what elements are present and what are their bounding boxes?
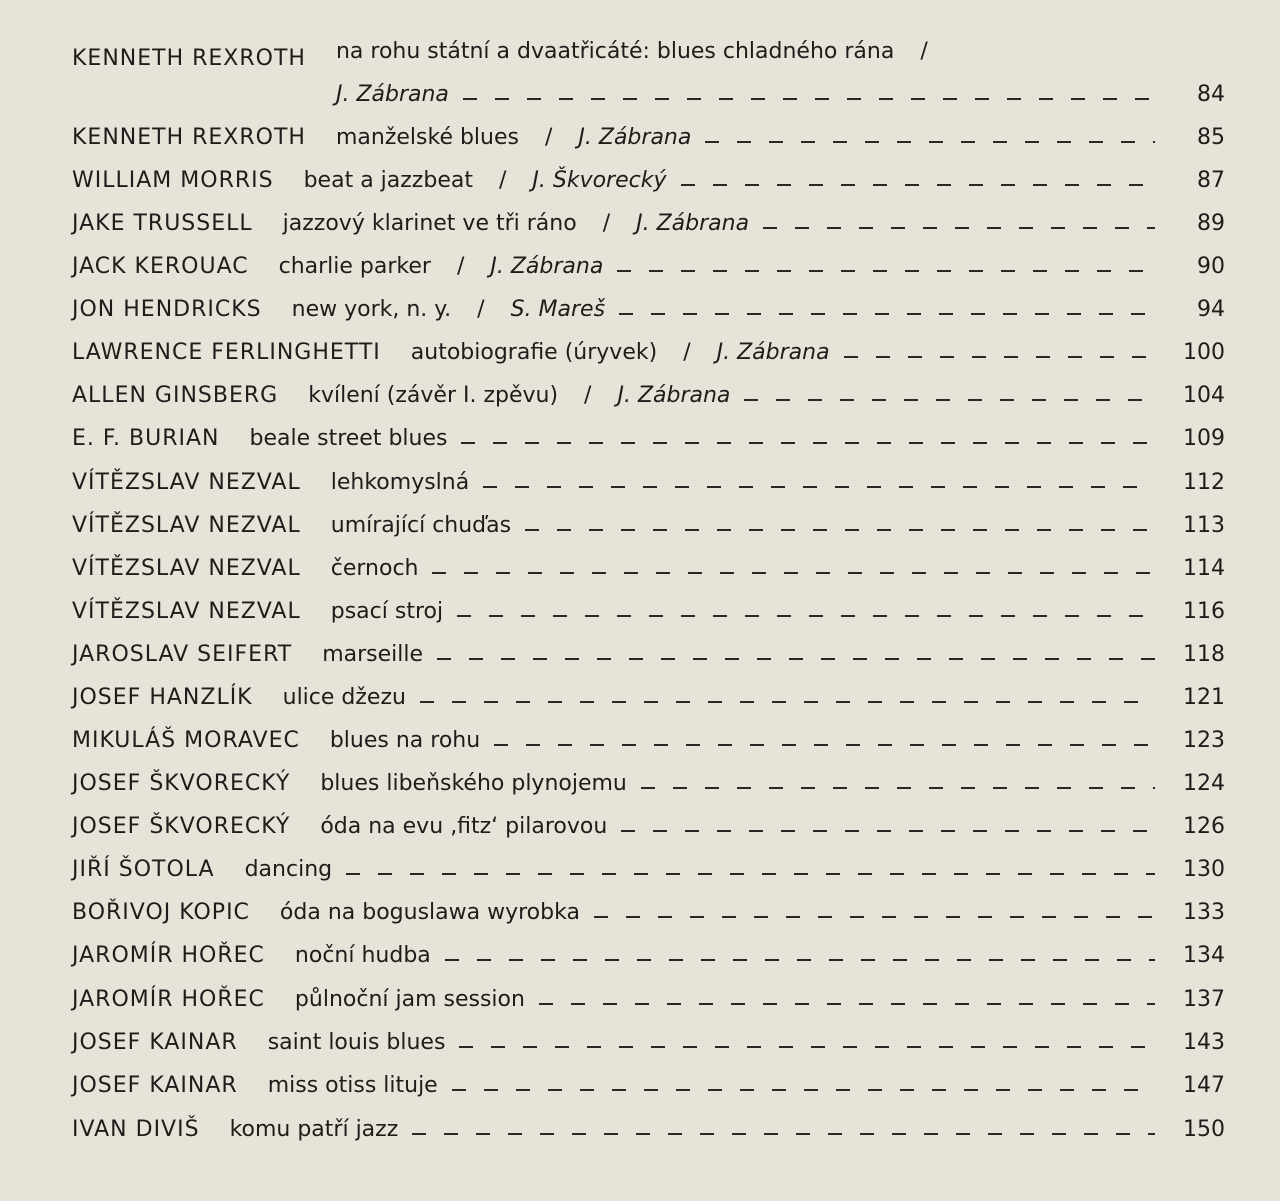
dot-leader (463, 98, 1155, 100)
entry-page: 137 (1183, 987, 1225, 1012)
entry-translator: J. Zábrana (335, 82, 449, 107)
dot-leader (744, 399, 1155, 401)
entry-page: 118 (1183, 642, 1225, 667)
entry-page: 147 (1183, 1073, 1225, 1098)
dot-leader (621, 830, 1155, 832)
dot-leader (705, 141, 1155, 143)
toc-entry (72, 754, 1225, 797)
entry-title: ulice džezu (282, 685, 406, 710)
toc-entry (72, 711, 1225, 754)
dot-leader (641, 787, 1155, 789)
entry-author: JIŘÍ ŠOTOLA (72, 857, 215, 882)
toc-entry (72, 1056, 1225, 1099)
toc-entry (72, 108, 1225, 151)
dot-leader (420, 701, 1155, 703)
entry-title: umírající chuďas (330, 513, 512, 538)
entry-translator: J. Zábrana (578, 125, 692, 150)
entry-title: černoch (330, 556, 419, 581)
separator-slash: / (456, 254, 465, 279)
entry-author: JAROMÍR HOŘEC (72, 987, 265, 1012)
entry-translator: J. Zábrana (490, 254, 604, 279)
entry-author: JOSEF KAINAR (72, 1030, 238, 1055)
dot-leader (452, 1089, 1155, 1091)
entry-title: blues na rohu (329, 728, 481, 753)
entry-author: MIKULÁŠ MORAVEC (72, 728, 300, 753)
separator-slash: / (584, 383, 592, 408)
entry-author: KENNETH REXROTH (72, 46, 306, 71)
entry-author: JON HENDRICKS (72, 297, 262, 322)
toc-entry (72, 840, 1225, 883)
entry-title: saint louis blues (267, 1030, 446, 1055)
entry-author: JOSEF KAINAR (72, 1073, 238, 1098)
entry-title: beat a jazzbeat (303, 168, 473, 193)
entry-page: 113 (1183, 513, 1225, 538)
dot-leader (483, 486, 1155, 488)
entry-title: miss otiss lituje (267, 1073, 438, 1098)
entry-author: LAWRENCE FERLINGHETTI (72, 340, 381, 365)
separator-slash: / (920, 39, 928, 64)
entry-page: 84 (1197, 82, 1225, 107)
separator-slash: / (498, 168, 507, 193)
entry-author: VÍTĚZSLAV NEZVAL (72, 513, 301, 538)
dot-leader (594, 916, 1155, 918)
entry-title: óda na evu ‚fitz‘ pilarovou (320, 814, 608, 839)
dot-leader (459, 1046, 1155, 1048)
entry-page: 123 (1183, 728, 1225, 753)
separator-slash: / (544, 125, 553, 150)
entry-page: 109 (1183, 426, 1225, 451)
entry-author: VÍTĚZSLAV NEZVAL (72, 599, 301, 624)
entry-title: beale street blues (249, 426, 448, 451)
entry-translator: J. Zábrana (636, 211, 750, 236)
dot-leader (432, 572, 1155, 574)
toc-entry (72, 1100, 1225, 1143)
dot-leader (844, 356, 1155, 358)
entry-page: 104 (1183, 383, 1225, 408)
toc-entry (72, 883, 1225, 926)
toc-entry (72, 194, 1225, 237)
dot-leader (461, 442, 1155, 444)
toc-entry (72, 926, 1225, 969)
entry-page: 100 (1183, 340, 1225, 365)
entry-page: 87 (1197, 168, 1225, 193)
dot-leader (457, 615, 1155, 617)
entry-author: WILLIAM MORRIS (72, 168, 274, 193)
separator-slash: / (477, 297, 485, 322)
toc-entry (72, 323, 1225, 366)
toc-entry (72, 366, 1225, 409)
entry-page: 130 (1183, 857, 1225, 882)
dot-leader (437, 658, 1155, 660)
entry-title: autobiografie (úryvek) (410, 340, 658, 365)
dot-leader (681, 184, 1156, 186)
entry-translator: S. Mareš (510, 297, 606, 322)
entry-title: na rohu státní a dvaatřicáté: blues chladného rána (335, 39, 895, 64)
toc-entry (72, 496, 1225, 539)
toc-entry (72, 237, 1225, 280)
entry-page: 112 (1183, 470, 1225, 495)
entry-translator: J. Škvorecký (532, 168, 667, 193)
entry-author: JAKE TRUSSELL (72, 211, 253, 236)
entry-page: 89 (1197, 211, 1225, 236)
entry-page: 94 (1197, 297, 1225, 322)
entry-title: óda na boguslawa wyrobka (279, 900, 580, 925)
entry-author: VÍTĚZSLAV NEZVAL (72, 556, 301, 581)
entry-translator: J. Zábrana (617, 383, 731, 408)
entry-page: 150 (1183, 1117, 1225, 1142)
entry-title: kvílení (závěr I. zpěvu) (308, 383, 559, 408)
entry-author: VÍTĚZSLAV NEZVAL (72, 470, 301, 495)
entry-author: E. F. BURIAN (72, 426, 220, 451)
dot-leader (525, 529, 1155, 531)
dot-leader (346, 873, 1155, 875)
entry-page: 143 (1183, 1030, 1225, 1055)
toc-entry (72, 582, 1225, 625)
dot-leader (619, 313, 1155, 315)
toc-entry (72, 22, 1225, 108)
entry-author: JAROSLAV SEIFERT (72, 642, 293, 667)
entry-author: JACK KEROUAC (72, 254, 249, 279)
dot-leader (539, 1003, 1155, 1005)
entry-translator: J. Zábrana (716, 340, 830, 365)
entry-page: 116 (1183, 599, 1225, 624)
entry-title: noční hudba (294, 943, 431, 968)
entry-page: 121 (1183, 685, 1225, 710)
entry-page: 90 (1197, 254, 1225, 279)
entry-author: BOŘIVOJ KOPIC (72, 900, 250, 925)
toc-entry (72, 539, 1225, 582)
dot-leader (494, 744, 1155, 746)
toc-entry (72, 797, 1225, 840)
separator-slash: / (602, 211, 611, 236)
dot-leader (445, 959, 1155, 961)
entry-author: JAROMÍR HOŘEC (72, 943, 265, 968)
entry-title: blues libeňského plynojemu (320, 771, 627, 796)
dot-leader (617, 270, 1155, 272)
entry-author: JOSEF HANZLÍK (72, 685, 253, 710)
dot-leader (412, 1133, 1155, 1135)
toc-entry (72, 1013, 1225, 1056)
entry-author: JOSEF ŠKVORECKÝ (72, 814, 291, 839)
toc-entry (72, 453, 1225, 496)
toc-entry (72, 280, 1225, 323)
entry-title: manželské blues (335, 125, 519, 150)
entry-title: jazzový klarinet ve tři ráno (282, 211, 577, 236)
entry-page: 126 (1183, 814, 1225, 839)
entry-title: dancing (244, 857, 333, 882)
entry-title: půlnoční jam session (294, 987, 525, 1012)
toc-entry (72, 668, 1225, 711)
entry-title: psací stroj (330, 599, 444, 624)
entry-page: 114 (1183, 556, 1225, 581)
separator-slash: / (683, 340, 691, 365)
entry-author: ALLEN GINSBERG (72, 383, 279, 408)
entry-author: IVAN DIVIŠ (72, 1117, 200, 1142)
entry-page: 134 (1183, 943, 1225, 968)
entry-title: komu patří jazz (229, 1117, 399, 1142)
entry-author: JOSEF ŠKVORECKÝ (72, 771, 291, 796)
entry-page: 133 (1183, 900, 1225, 925)
entry-page: 124 (1183, 771, 1225, 796)
entry-author: KENNETH REXROTH (72, 125, 306, 150)
toc-entry (72, 409, 1225, 452)
entry-title: charlie parker (278, 254, 431, 279)
toc-entry (72, 151, 1225, 194)
dot-leader (763, 227, 1155, 229)
entry-title: marseille (322, 642, 424, 667)
entry-page: 85 (1197, 125, 1225, 150)
toc-entry (72, 625, 1225, 668)
entry-title: new york, n. y. (291, 297, 452, 322)
entry-title: lehkomyslná (330, 470, 470, 495)
toc-entry (72, 970, 1225, 1013)
